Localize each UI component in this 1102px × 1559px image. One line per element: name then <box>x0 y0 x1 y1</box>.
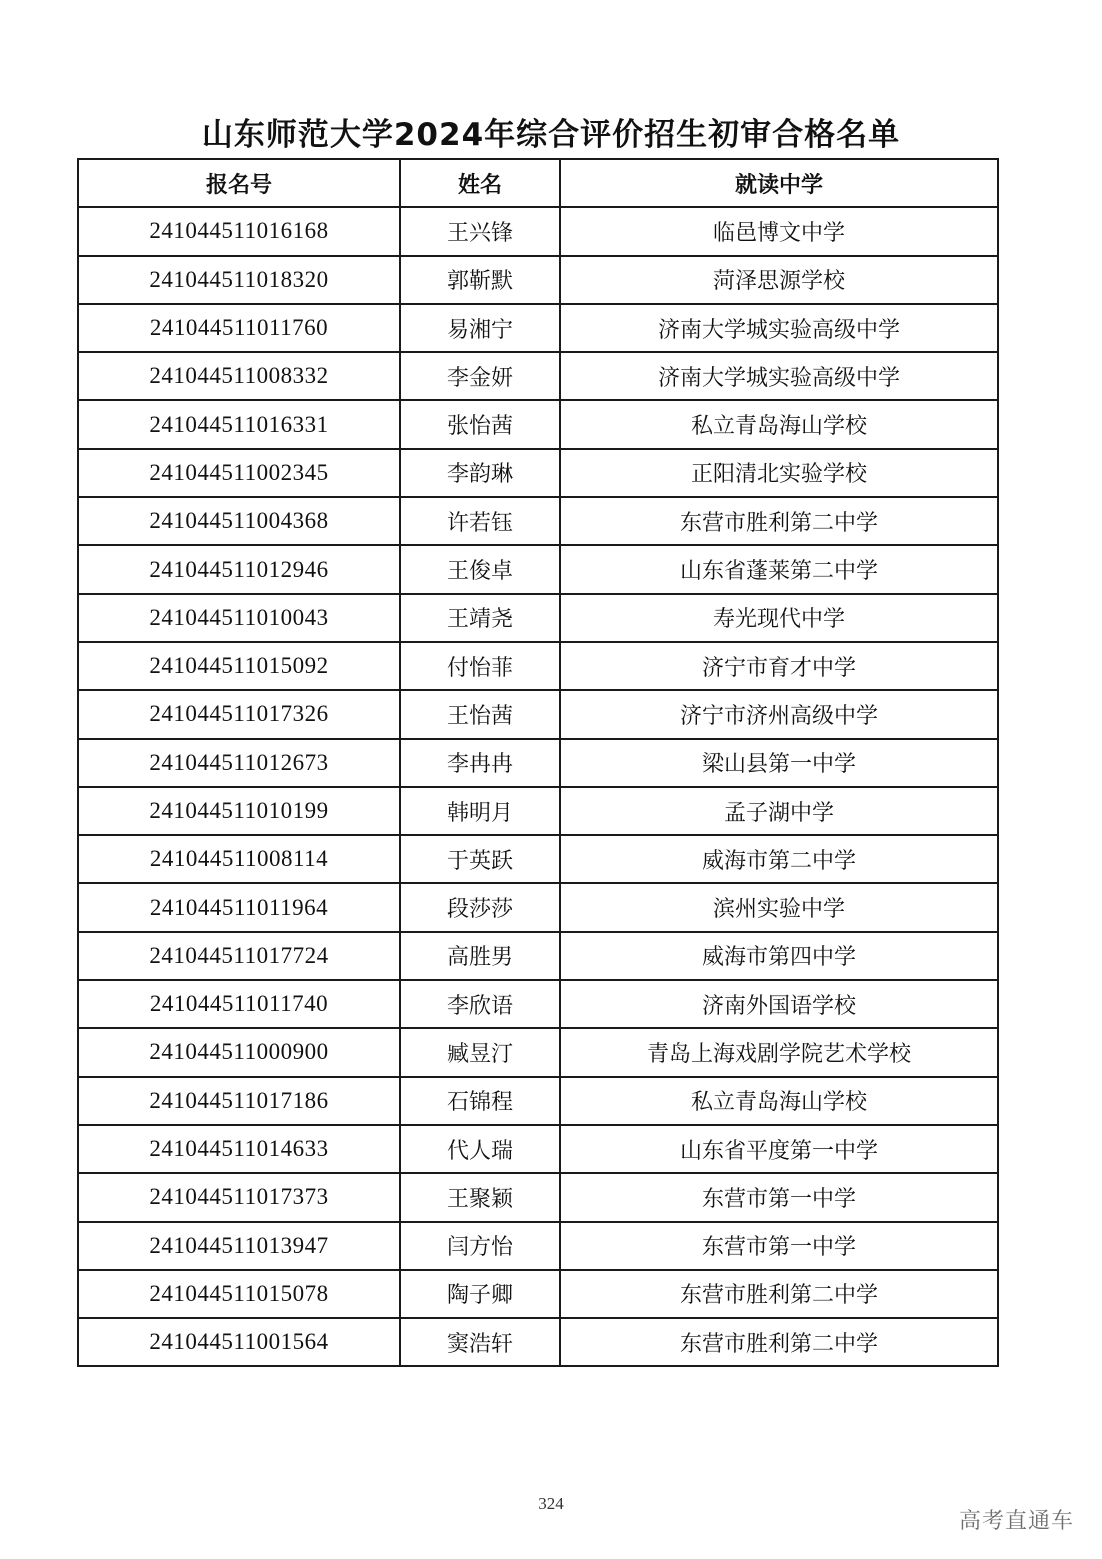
school-cell: 梁山县第一中学 <box>560 739 998 787</box>
school-cell: 山东省平度第一中学 <box>560 1125 998 1173</box>
student-name-cell: 段莎莎 <box>400 883 560 931</box>
school-cell: 青岛上海戏剧学院艺术学校 <box>560 1028 998 1076</box>
column-header-school: 就读中学 <box>560 159 998 207</box>
document-title: 山东师范大学2024年综合评价招生初审合格名单 <box>201 117 901 153</box>
registration-number-cell: 241044511000900 <box>78 1028 400 1076</box>
school-cell: 济宁市育才中学 <box>560 642 998 690</box>
student-name-cell: 王怡茜 <box>400 690 560 738</box>
student-name-cell: 许若钰 <box>400 497 560 545</box>
table-row <box>78 739 998 787</box>
student-name-cell: 闫方怡 <box>400 1222 560 1270</box>
registration-number-cell: 241044511002345 <box>78 449 400 497</box>
table-row <box>78 400 998 448</box>
table-row <box>78 497 998 545</box>
school-cell: 威海市第二中学 <box>560 835 998 883</box>
table-row <box>78 835 998 883</box>
school-cell: 山东省蓬莱第二中学 <box>560 545 998 593</box>
school-cell: 正阳清北实验学校 <box>560 449 998 497</box>
table-row <box>78 545 998 593</box>
table-row <box>78 594 998 642</box>
table-row <box>78 449 998 497</box>
table-row <box>78 932 998 980</box>
student-name-cell: 高胜男 <box>400 932 560 980</box>
registration-number-cell: 241044511010043 <box>78 594 400 642</box>
student-name-cell: 李韵琳 <box>400 449 560 497</box>
table-body <box>78 207 998 1366</box>
student-name-cell: 代人瑞 <box>400 1125 560 1173</box>
registration-number-cell: 241044511017724 <box>78 932 400 980</box>
table-row <box>78 256 998 304</box>
registration-number-cell: 241044511013947 <box>78 1222 400 1270</box>
student-name-cell: 王聚颖 <box>400 1173 560 1221</box>
school-cell: 菏泽思源学校 <box>560 256 998 304</box>
table-row <box>78 1173 998 1221</box>
student-name-cell: 易湘宁 <box>400 304 560 352</box>
registration-number-cell: 241044511016168 <box>78 207 400 255</box>
student-name-cell: 付怡菲 <box>400 642 560 690</box>
school-cell: 威海市第四中学 <box>560 932 998 980</box>
student-name-cell: 张怡茜 <box>400 400 560 448</box>
registration-number-cell: 241044511012946 <box>78 545 400 593</box>
student-name-cell: 李冉冉 <box>400 739 560 787</box>
student-name-cell: 陶子卿 <box>400 1270 560 1318</box>
registration-number-cell: 241044511008114 <box>78 835 400 883</box>
student-name-cell: 王靖尧 <box>400 594 560 642</box>
registration-number-cell: 241044511016331 <box>78 400 400 448</box>
school-cell: 济宁市济州高级中学 <box>560 690 998 738</box>
registration-number-cell: 241044511010199 <box>78 787 400 835</box>
student-name-cell: 韩明月 <box>400 787 560 835</box>
column-header-registration-number: 报名号 <box>78 159 400 207</box>
school-cell: 寿光现代中学 <box>560 594 998 642</box>
student-name-cell: 窦浩轩 <box>400 1318 560 1366</box>
table-row <box>78 1318 998 1366</box>
column-header-name: 姓名 <box>400 159 560 207</box>
watermark-logo-text: 高考直通车 <box>958 1509 1074 1534</box>
registration-number-cell: 241044511011964 <box>78 883 400 931</box>
school-cell: 私立青岛海山学校 <box>560 1077 998 1125</box>
registration-number-cell: 241044511014633 <box>78 1125 400 1173</box>
student-name-cell: 王兴锋 <box>400 207 560 255</box>
school-cell: 济南大学城实验高级中学 <box>560 304 998 352</box>
table-row <box>78 690 998 738</box>
registration-number-cell: 241044511015078 <box>78 1270 400 1318</box>
table-header <box>78 159 998 207</box>
table-row <box>78 787 998 835</box>
table-row <box>78 1270 998 1318</box>
table-row <box>78 1077 998 1125</box>
school-cell: 滨州实验中学 <box>560 883 998 931</box>
page-number: 324 <box>538 1494 564 1513</box>
school-cell: 东营市第一中学 <box>560 1222 998 1270</box>
table-row <box>78 1222 998 1270</box>
student-name-cell: 王俊卓 <box>400 545 560 593</box>
admission-list-table <box>77 158 999 1367</box>
student-name-cell: 李欣语 <box>400 980 560 1028</box>
table-row <box>78 642 998 690</box>
registration-number-cell: 241044511017373 <box>78 1173 400 1221</box>
school-cell: 私立青岛海山学校 <box>560 400 998 448</box>
table-row <box>78 980 998 1028</box>
table-row <box>78 1125 998 1173</box>
registration-number-cell: 241044511011760 <box>78 304 400 352</box>
registration-number-cell: 241044511008332 <box>78 352 400 400</box>
table-row <box>78 304 998 352</box>
registration-number-cell: 241044511012673 <box>78 739 400 787</box>
school-cell: 孟子湖中学 <box>560 787 998 835</box>
student-name-cell: 于英跃 <box>400 835 560 883</box>
school-cell: 东营市胜利第二中学 <box>560 1318 998 1366</box>
school-cell: 东营市胜利第二中学 <box>560 497 998 545</box>
table-row <box>78 1028 998 1076</box>
student-name-cell: 臧昱汀 <box>400 1028 560 1076</box>
registration-number-cell: 241044511017326 <box>78 690 400 738</box>
school-cell: 济南大学城实验高级中学 <box>560 352 998 400</box>
registration-number-cell: 241044511015092 <box>78 642 400 690</box>
table-row <box>78 352 998 400</box>
table-row <box>78 883 998 931</box>
school-cell: 东营市胜利第二中学 <box>560 1270 998 1318</box>
table-row <box>78 207 998 255</box>
school-cell: 东营市第一中学 <box>560 1173 998 1221</box>
registration-number-cell: 241044511001564 <box>78 1318 400 1366</box>
student-name-cell: 李金妍 <box>400 352 560 400</box>
header-row <box>78 159 998 207</box>
school-cell: 济南外国语学校 <box>560 980 998 1028</box>
registration-number-cell: 241044511011740 <box>78 980 400 1028</box>
registration-number-cell: 241044511017186 <box>78 1077 400 1125</box>
student-name-cell: 石锦程 <box>400 1077 560 1125</box>
registration-number-cell: 241044511004368 <box>78 497 400 545</box>
student-name-cell: 郭靳默 <box>400 256 560 304</box>
registration-number-cell: 241044511018320 <box>78 256 400 304</box>
school-cell: 临邑博文中学 <box>560 207 998 255</box>
